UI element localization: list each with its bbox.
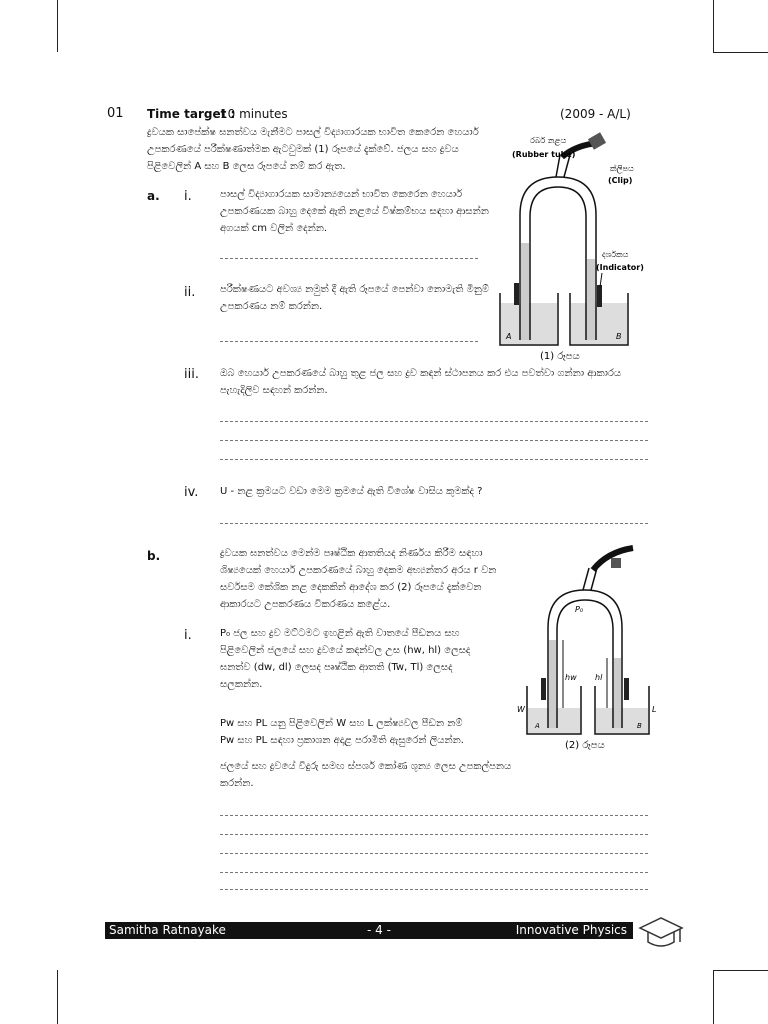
indicator-pointer: [600, 273, 602, 287]
figure-1-caption: (1) රූපය: [540, 351, 580, 362]
part-a-ii-roman: ii.: [184, 285, 196, 300]
figure-2-caption: (2) රූපය: [565, 740, 605, 751]
beaker-b-label: B: [616, 332, 622, 341]
part-a-iii-text: ඔබ හෙයාර් උපකරණයේ බාහු තුළ ජල සහ ද්‍රව කඳන් ස්ථාපනය කර එය පවත්වා ගන්නා ආකාරය පැහැදිලිව සඳහන් කරන්න.: [220, 368, 622, 396]
exam-year: (2009 - A/L): [560, 107, 631, 121]
contact-angle-line2: කරන්න.: [220, 778, 254, 789]
crop-mark: [57, 970, 58, 1024]
l-point-label: L: [652, 705, 657, 714]
part-a-i-text: පාසල් විද්‍යාගාරයක සාමාන්‍යයෙන් භාවිත කෙරෙන හෙයාර් උපකරණයක බාහු දෙකේ ඇති නළයේ විෂ්කම්භය සඳහා ආසන්න අගයක් cm වලින් දෙන්න.: [220, 189, 489, 234]
part-b-intro: ද්‍රවයක ඝනත්වය මෙන්ම පෘෂ්ඨික ආතතියද නිර්ණය කිරීම සඳහා ශිෂ්‍යයෙක් හෙයාර් උපකරණයේ බාහු දෙකම අභ්‍යන්තර අරය r වන සර්වසම කේශික නළ දෙකකින් ආදේශ කර (2) රූපයේ දැක්වෙන ආකාරයට උපකරණය විකරණය කළේය.: [220, 548, 497, 610]
crop-mark: [713, 970, 768, 971]
beaker-b-label: B: [637, 722, 642, 730]
p0-label: P₀: [575, 605, 584, 614]
answer-line: [220, 341, 478, 342]
indicator-a: [514, 283, 519, 305]
clip-label-en: (Clip): [608, 176, 633, 185]
part-a-label: a.: [147, 189, 160, 203]
liquid-column: [614, 658, 621, 728]
part-a-ii-text: පරීක්ෂණයට අවශ්‍ය නමුත් දී ඇති රූපයේ පෙන්වා නොමැති මිනුම් උපකරණය නම් කරන්න.: [220, 284, 489, 312]
beaker-a-label: A: [535, 722, 540, 730]
answer-line: [220, 459, 648, 460]
answer-line: [220, 853, 648, 854]
beaker-a-label: A: [506, 332, 512, 341]
part-a-iv-text: U - නළ ක්‍රමයට වඩා මෙම ක්‍රමයේ ඇති විශේෂ වාසිය කුමක්ද ?: [220, 486, 483, 497]
clip: [588, 132, 606, 149]
indicator-label-en: (Indicator): [596, 263, 644, 272]
footer-page-number: - 4 -: [367, 923, 391, 937]
footer-bar: [105, 922, 633, 939]
capillary-tube-outer: [548, 590, 622, 728]
clip-label-si: ක්ලිපය: [610, 164, 634, 173]
answer-line: [220, 258, 478, 259]
stand-a: [541, 678, 546, 700]
footer-author: Samitha Ratnayake: [109, 923, 226, 937]
part-b-i-line4: සලකන්න.: [220, 679, 263, 690]
answer-line: [220, 872, 648, 873]
answer-line: [220, 523, 648, 524]
hw-label: hw: [565, 673, 577, 682]
footer-brand: Innovative Physics: [515, 923, 627, 937]
pressure-line2: Pw සහ PL සඳහා ප්‍රකාශන අදාළ පරාමිති ඇසුරෙන් ලියන්න.: [220, 735, 464, 746]
part-a-i-roman: i.: [184, 189, 192, 204]
answer-line: [220, 440, 648, 441]
answer-line: [220, 815, 648, 816]
time-target-value: 10 minutes: [220, 107, 288, 121]
indicator-b: [597, 285, 602, 307]
rubber-tube-label-en: (Rubber tube): [512, 150, 576, 159]
hl-label: hl: [595, 673, 603, 682]
part-b-i-line1: P₀ ජල සහ ද්‍රව මට්ටමට ඉහළින් ඇති වාතයේ පීඩනය සහ: [220, 628, 460, 639]
indicator-label-si: දර්ශකය: [602, 250, 629, 259]
water-column: [521, 243, 529, 340]
part-a-iv-roman: iv.: [184, 485, 199, 500]
clip: [611, 558, 621, 568]
crop-mark: [713, 970, 714, 1024]
stand-b: [624, 678, 629, 700]
crop-mark: [57, 0, 58, 52]
contact-angle-line1: ජලයේ සහ ද්‍රවයේ වීදුරු සමඟ ස්පර්ශ කෝණ ශුන්‍ය ලෙස උපකල්පනය: [220, 761, 512, 772]
answer-line: [220, 889, 648, 890]
crop-mark: [713, 52, 768, 53]
part-b-i-roman: i.: [184, 628, 192, 643]
figure-1-hare-apparatus: [490, 125, 660, 365]
liquid-column: [587, 259, 595, 340]
answer-line: [220, 421, 648, 422]
time-target-label: Time target :: [147, 107, 236, 121]
part-b-label: b.: [147, 549, 161, 563]
graduation-cap-icon: [636, 914, 686, 952]
question-number: 01: [107, 106, 124, 121]
part-b-i-line2: පිළිවෙලින් ජලයේ සහ ද්‍රවයේ කඳන්වල උස (hw, hl) ලෙසද: [220, 645, 471, 656]
figure-2-capillary-apparatus: [515, 528, 665, 754]
pressure-line1: Pw සහ PL යනු පිළිවෙලින් W සහ L ලක්ෂ්‍යවල පීඩන නම්: [220, 718, 463, 729]
part-b-i-line3: ඝනත්ව (dw, dl) ලෙසද පෘෂ්ඨික ආතති (Tw, Tl) ලෙසද: [220, 662, 453, 673]
water-column: [549, 640, 556, 728]
w-point-label: W: [517, 705, 525, 714]
answer-line: [220, 834, 648, 835]
question-intro: ද්‍රවයක සාපේක්ෂ ඝනත්වය මැනීමට පාසල් විද්‍යාගාරයක භාවිත කෙරෙන හෙයාර් උපකරණයේ පරීක්ෂණාත්මක ඇටවුමක් (1) රූපයේ දැක්වේ. ජලය සහ ද්‍රවය පිළිවෙලින් A සහ B ලෙස රූපයේ නම් කර ඇත.: [147, 127, 479, 172]
rubber-tube-label-si: රබර් නළය: [530, 136, 567, 145]
crop-mark: [713, 0, 714, 52]
part-a-iii-roman: iii.: [184, 367, 199, 382]
